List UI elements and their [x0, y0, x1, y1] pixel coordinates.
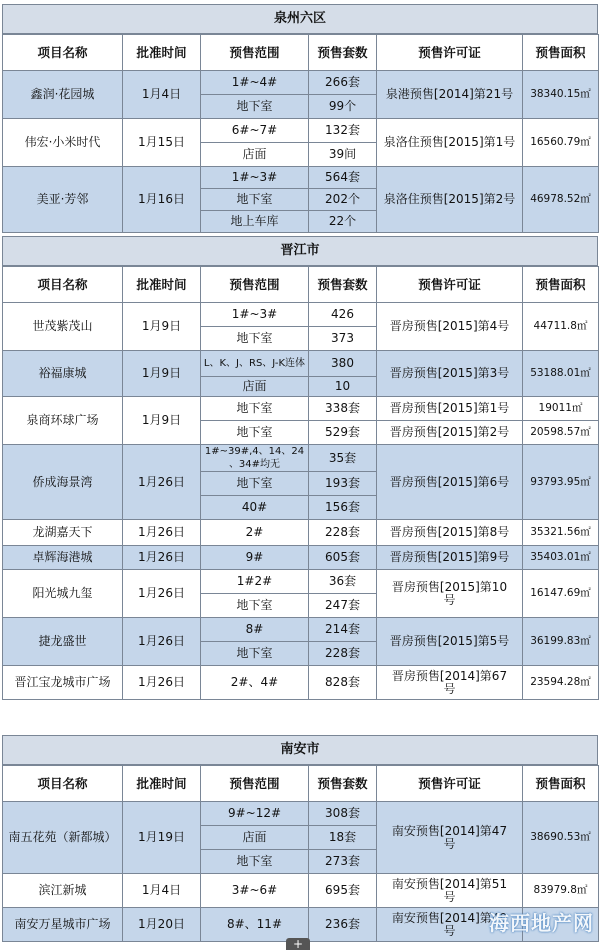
permit-line: 晋房预售[2015]第3号 — [389, 366, 510, 380]
project-name: 晋江宝龙城市广场 — [3, 666, 123, 700]
presale-area: 19011㎡ — [523, 397, 599, 421]
approval-date: 1月9日 — [123, 351, 201, 397]
approval-date: 1月20日 — [123, 908, 201, 942]
presale-range: L、K、J、RS、J-K连体 — [201, 351, 309, 377]
presale-count: 10 — [309, 377, 377, 397]
header-row — [3, 766, 599, 802]
approval-date: 1月16日 — [123, 167, 201, 233]
presale-count: 18套 — [309, 826, 377, 850]
column-header: 预售许可证 — [377, 766, 523, 802]
presale-count: 426 — [309, 303, 377, 327]
permit-cell — [377, 618, 523, 666]
presale-area: 23594.28㎡ — [523, 666, 599, 700]
presale-range: 1#2# — [201, 570, 309, 594]
approval-date: 1月4日 — [123, 71, 201, 119]
project-name: 滨江新城 — [3, 874, 123, 908]
presale-range: 9#~12# — [201, 802, 309, 826]
project-name: 伟宏·小米时代 — [3, 119, 123, 167]
project-name: 鑫润·花园城 — [3, 71, 123, 119]
permit-cell: 晋房预售[2015]第1号 — [377, 397, 523, 421]
permit-line: 号 — [443, 923, 456, 938]
section-title: 泉州六区 — [2, 4, 598, 34]
presale-range: 6#~7# — [201, 119, 309, 143]
permit-line: 号 — [443, 592, 456, 607]
presale-count: 228套 — [309, 642, 377, 666]
table-row — [3, 618, 599, 642]
presale-count: 695套 — [309, 874, 377, 908]
presale-range: 2# — [201, 520, 309, 546]
presale-table-quanzhou — [2, 34, 599, 233]
presale-area: 46978.52㎡ — [523, 167, 599, 233]
permit-cell — [377, 167, 523, 233]
presale-count: 156套 — [309, 496, 377, 520]
project-name: 南五花苑（新都城） — [3, 802, 123, 874]
presale-range: 店面 — [201, 143, 309, 167]
approval-date: 1月9日 — [123, 397, 201, 445]
column-header: 项目名称 — [3, 35, 123, 71]
permit-line: 泉洛住预售[2015]第1号 — [383, 135, 516, 149]
presale-range: 地下室 — [201, 472, 309, 496]
presale-range: 3#~6# — [201, 874, 309, 908]
permit-cell — [377, 802, 523, 874]
column-header: 预售范围 — [201, 35, 309, 71]
approval-date: 1月9日 — [123, 303, 201, 351]
table-row — [3, 570, 599, 594]
column-header: 项目名称 — [3, 766, 123, 802]
table-row — [3, 520, 599, 546]
presale-area: 35403.01㎡ — [523, 546, 599, 570]
presale-range: 9# — [201, 546, 309, 570]
permit-cell — [377, 874, 523, 908]
permit-cell — [377, 546, 523, 570]
presale-area: 44711.8㎡ — [523, 303, 599, 351]
presale-count: 36套 — [309, 570, 377, 594]
section-title: 南安市 — [2, 735, 598, 765]
site-watermark: 海西地产网 — [489, 911, 594, 935]
permit-line: 晋房预售[2015]第9号 — [389, 550, 510, 564]
presale-range: 地下室 — [201, 327, 309, 351]
presale-range: 8# — [201, 618, 309, 642]
table-row — [3, 351, 599, 377]
approval-date: 1月15日 — [123, 119, 201, 167]
permit-cell — [377, 666, 523, 700]
approval-date: 1月26日 — [123, 520, 201, 546]
permit-line: 号 — [443, 681, 456, 696]
presale-count: 273套 — [309, 850, 377, 874]
presale-count: 266套 — [309, 71, 377, 95]
permit-cell — [377, 520, 523, 546]
project-name: 捷龙盛世 — [3, 618, 123, 666]
column-header: 预售面积 — [523, 35, 599, 71]
column-header: 预售许可证 — [377, 35, 523, 71]
table-row — [3, 666, 599, 700]
column-header: 预售套数 — [309, 267, 377, 303]
permit-line: 晋房预售[2015]第4号 — [389, 319, 510, 333]
presale-count: 35套 — [309, 445, 377, 472]
presale-count: 214套 — [309, 618, 377, 642]
permit-line: 南安预售[2014]第49 — [391, 910, 508, 925]
presale-range: 1#~3# — [201, 167, 309, 189]
table-row — [3, 546, 599, 570]
expand-button[interactable]: + — [286, 938, 310, 950]
column-header: 批准时间 — [123, 35, 201, 71]
project-name: 南安万星城市广场 — [3, 908, 123, 942]
permit-cell — [377, 351, 523, 397]
presale-table-jinjiang — [2, 266, 599, 700]
presale-range: 店面 — [201, 826, 309, 850]
project-name: 龙湖嘉天下 — [3, 520, 123, 546]
header-row — [3, 267, 599, 303]
presale-area: 20598.57㎡ — [523, 421, 599, 445]
presale-range: 地上车库 — [201, 211, 309, 233]
permit-cell — [377, 570, 523, 618]
approval-date: 1月26日 — [123, 570, 201, 618]
permit-line: 南安预售[2014]第47 — [391, 823, 508, 838]
presale-area: 53188.01㎡ — [523, 351, 599, 397]
approval-date: 1月26日 — [123, 618, 201, 666]
column-header: 批准时间 — [123, 766, 201, 802]
presale-range: 店面 — [201, 377, 309, 397]
table-row — [3, 445, 599, 472]
presale-range: 地下室 — [201, 421, 309, 445]
presale-area: 16560.79㎡ — [523, 119, 599, 167]
permit-line: 晋房预售[2014]第67 — [391, 668, 508, 683]
presale-range: 1#~4# — [201, 71, 309, 95]
presale-area: 83979.8㎡ — [523, 874, 599, 908]
permit-line: 号 — [443, 836, 456, 851]
presale-count: 202个 — [309, 189, 377, 211]
presale-range: 1#~39#,4、14、24 、34#均无 — [201, 445, 309, 472]
project-name: 泉商环球广场 — [3, 397, 123, 445]
presale-range: 地下室 — [201, 95, 309, 119]
table-row — [3, 874, 599, 908]
permit-line: 南安预售[2014]第51 — [391, 876, 508, 891]
column-header: 批准时间 — [123, 267, 201, 303]
presale-count: 308套 — [309, 802, 377, 826]
column-header: 预售范围 — [201, 267, 309, 303]
table-row — [3, 119, 599, 143]
presale-count: 193套 — [309, 472, 377, 496]
presale-area: 16147.69㎡ — [523, 570, 599, 618]
presale-area: 38340.15㎡ — [523, 71, 599, 119]
permit-line: 号 — [443, 889, 456, 904]
presale-area: 93793.95㎡ — [523, 445, 599, 520]
permit-line: 泉洛住预售[2015]第2号 — [383, 192, 516, 206]
presale-count: 380 — [309, 351, 377, 377]
presale-area: 38690.53㎡ — [523, 802, 599, 874]
table-row — [3, 167, 599, 189]
approval-date: 1月26日 — [123, 666, 201, 700]
presale-range: 地下室 — [201, 850, 309, 874]
column-header: 预售面积 — [523, 267, 599, 303]
project-name: 美亚·芳邻 — [3, 167, 123, 233]
permit-cell: 晋房预售[2015]第2号 — [377, 421, 523, 445]
presale-count: 22个 — [309, 211, 377, 233]
column-header: 预售范围 — [201, 766, 309, 802]
project-name: 世茂紫茂山 — [3, 303, 123, 351]
permit-cell — [377, 303, 523, 351]
presale-count: 828套 — [309, 666, 377, 700]
presale-count: 529套 — [309, 421, 377, 445]
presale-count: 338套 — [309, 397, 377, 421]
approval-date: 1月4日 — [123, 874, 201, 908]
table-row — [3, 71, 599, 95]
permit-line: 晋房预售[2015]第5号 — [389, 634, 510, 648]
approval-date: 1月19日 — [123, 802, 201, 874]
column-header: 预售套数 — [309, 35, 377, 71]
approval-date: 1月26日 — [123, 546, 201, 570]
presale-range: 8#、11# — [201, 908, 309, 942]
permit-cell — [377, 119, 523, 167]
presale-count: 236套 — [309, 908, 377, 942]
presale-range: 40# — [201, 496, 309, 520]
project-name: 裕福康城 — [3, 351, 123, 397]
presale-area: 36199.83㎡ — [523, 618, 599, 666]
project-name: 侨成海景湾 — [3, 445, 123, 520]
project-name: 阳光城九玺 — [3, 570, 123, 618]
presale-range: 地下室 — [201, 189, 309, 211]
header-row — [3, 35, 599, 71]
presale-count: 132套 — [309, 119, 377, 143]
project-name: 卓辉海港城 — [3, 546, 123, 570]
presale-area: 35321.56㎡ — [523, 520, 599, 546]
presale-count: 605套 — [309, 546, 377, 570]
permit-cell — [377, 71, 523, 119]
presale-range: 地下室 — [201, 397, 309, 421]
table-row — [3, 397, 599, 421]
section-title: 晋江市 — [2, 236, 598, 266]
presale-range: 地下室 — [201, 594, 309, 618]
column-header: 预售许可证 — [377, 267, 523, 303]
presale-range: 2#、4# — [201, 666, 309, 700]
permit-line: 晋房预售[2015]第10 — [391, 579, 508, 594]
presale-range: 地下室 — [201, 642, 309, 666]
column-header: 预售套数 — [309, 766, 377, 802]
presale-count: 228套 — [309, 520, 377, 546]
table-row — [3, 303, 599, 327]
table-row — [3, 802, 599, 826]
permit-line: 泉港预售[2014]第21号 — [385, 87, 514, 101]
permit-cell — [377, 445, 523, 520]
presale-range: 1#~3# — [201, 303, 309, 327]
presale-count: 373 — [309, 327, 377, 351]
approval-date: 1月26日 — [123, 445, 201, 520]
presale-count: 247套 — [309, 594, 377, 618]
column-header: 预售面积 — [523, 766, 599, 802]
permit-line: 晋房预售[2015]第8号 — [389, 525, 510, 539]
column-header: 项目名称 — [3, 267, 123, 303]
presale-count: 99个 — [309, 95, 377, 119]
presale-count: 39间 — [309, 143, 377, 167]
permit-line: 晋房预售[2015]第6号 — [389, 474, 510, 489]
presale-count: 564套 — [309, 167, 377, 189]
